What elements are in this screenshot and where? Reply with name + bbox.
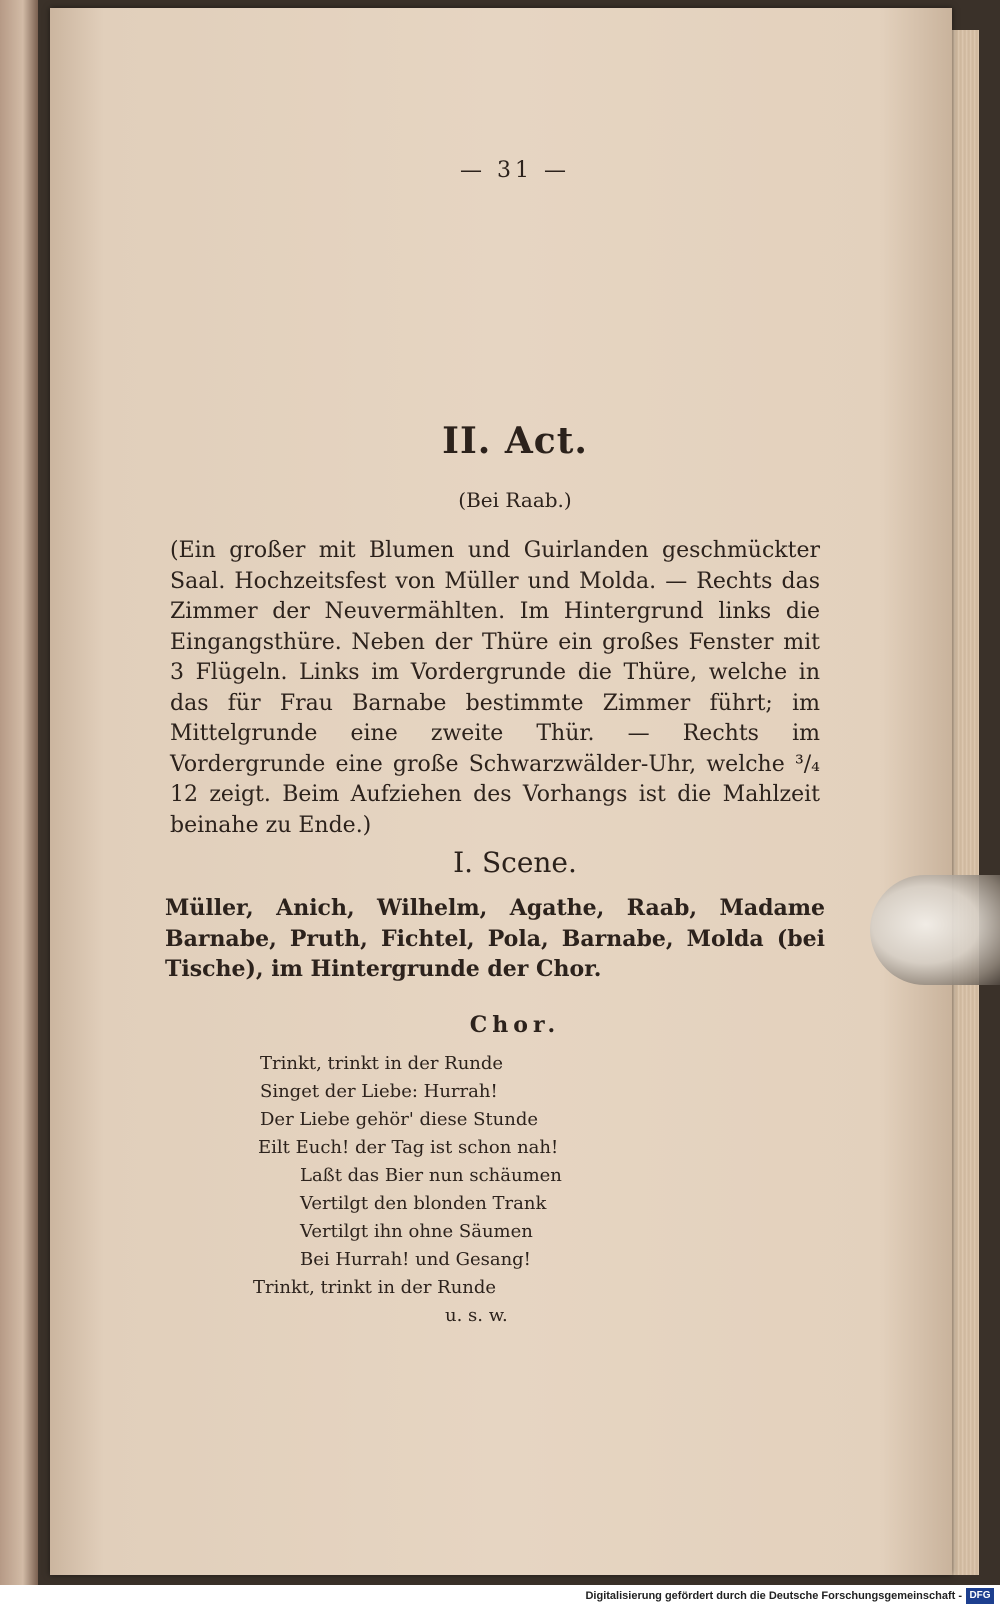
page-clip bbox=[870, 875, 1000, 985]
verse-line: Vertilgt den blonden Trank bbox=[300, 1193, 547, 1214]
verse-line: Trinkt, trinkt in der Runde bbox=[260, 1053, 504, 1074]
footer-bar bbox=[0, 1585, 1000, 1608]
verse-line: Der Liebe gehör' diese Stunde bbox=[260, 1109, 539, 1130]
act-title: II. Act. bbox=[442, 420, 588, 462]
character-list: Müller, Anich, Wilhelm, Agathe, Raab, Madame Barnabe, Pruth, Fichtel, Pola, Barnabe, Molda (bei Tische), im Hintergrunde der Chor. bbox=[165, 895, 825, 982]
verse-line: Laßt das Bier nun schäumen bbox=[300, 1165, 562, 1186]
chor-title: Chor. bbox=[469, 1012, 561, 1038]
verse-line: Trinkt, trinkt in der Runde bbox=[253, 1277, 497, 1298]
page-number: — 31 — bbox=[460, 158, 570, 183]
verse-line: u. s. w. bbox=[445, 1305, 508, 1326]
verse-line: Eilt Euch! der Tag ist schon nah! bbox=[258, 1137, 559, 1158]
footer-credit: Digitalisierung gefördert durch die Deutsche Forschungsgemeinschaft - bbox=[585, 1590, 962, 1602]
verse-line: Singet der Liebe: Hurrah! bbox=[260, 1081, 498, 1102]
verse-line: Vertilgt ihn ohne Säumen bbox=[300, 1221, 533, 1242]
left-page-edge bbox=[0, 0, 38, 1585]
page-stack-edge bbox=[950, 30, 979, 1575]
location-note: (Bei Raab.) bbox=[458, 488, 572, 512]
scene-title: I. Scene. bbox=[453, 846, 577, 879]
stage-direction: (Ein großer mit Blumen und Guirlanden geschmückter Saal. Hochzeitsfest von Müller und Molda. — Rechts das Zimmer der Neuvermählten. Im Hintergrund links die Eingangsthüre. Neben der Thüre ein großes Fenster mit 3 Flügeln. Links im Vordergrunde die Thüre, welche in das für Frau Barnabe bestimmte Zimmer führt; im Mittelgrunde eine zweite Thür. — Rechts im Vordergrunde eine große Schwarzwälder-Uhr, welche ³/₄ 12 zeigt. Beim Aufziehen des Vorhangs ist die Mahlzeit beinahe zu Ende.) bbox=[170, 538, 820, 838]
verse-line: Bei Hurrah! und Gesang! bbox=[300, 1249, 531, 1270]
dfg-logo: DFG bbox=[966, 1588, 994, 1604]
book-page bbox=[50, 8, 952, 1575]
